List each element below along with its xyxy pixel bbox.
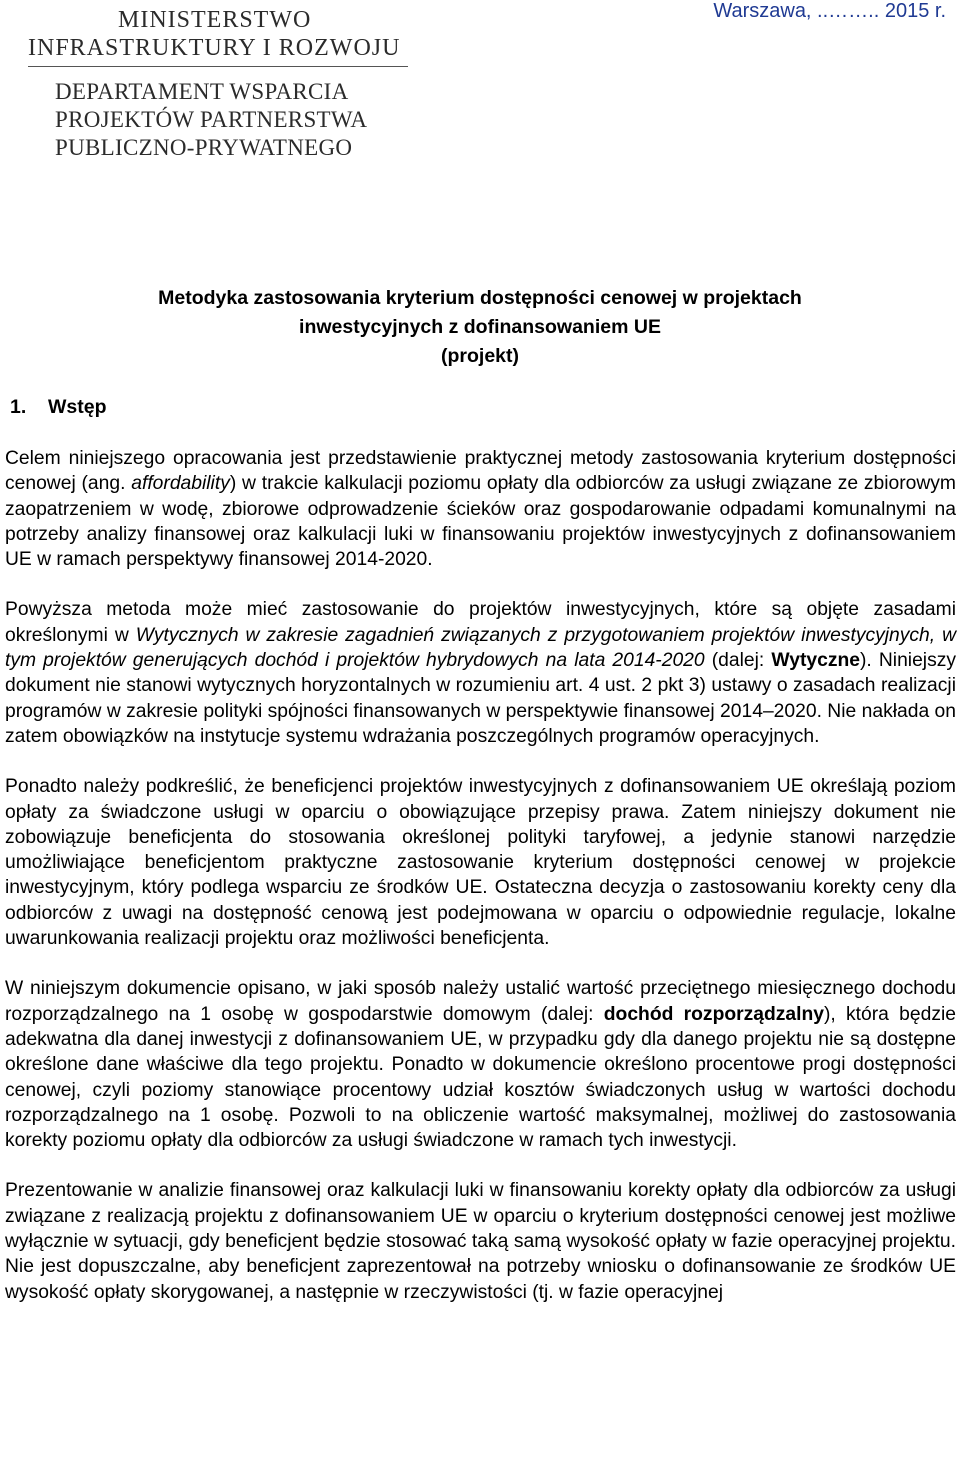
paragraph-text: Prezentowanie w analizie finansowej oraz kalkulacji luki w finansowaniu korekty opłaty dla odbiorców za usługi związane z realizacją projektu z dofinansowaniem UE w oparciu o kryterium dostępności cenowej jest możliwe wyłącznie w sytuacji, gdy beneficjent będzie stosować taką samą wysokość opłaty w fazie operacyjnej projektu. Nie jest dopuszczalne, aby beneficjent zaprezentował na potrzeby wniosku o dofinansowanie ze środków UE wysokość opłaty skorygowanej, a następnie w rzeczywistości (tj. w fazie operacyjnej — [5, 1180, 956, 1303]
paragraph-text: (dalej: — [704, 650, 772, 672]
title-line3: (projekt) — [441, 345, 519, 367]
paragraph-text: ). Niniejszy dokument nie stanowi wytycznych horyzontalnych w rozumieniu art. 4 ust. 2 pkt 3) ustawy o zasadach realizacji programów w zakresie polityki spójności finansowanych w perspektywie finansowej 2014–2020. Nie nakłada on zatem obowiązków na instytucje systemu wdrażania poszczególnych programów operacyjnych. — [5, 650, 957, 747]
title-line1: Metodyka zastosowania kryterium dostępności cenowej w projektach — [158, 287, 802, 309]
bold-term: Wytyczne — [771, 650, 860, 672]
logo-department-line3: PUBLICZNO-PRYWATNEGO — [55, 135, 353, 160]
title-line2: inwestycyjnych z dofinansowaniem UE — [299, 316, 661, 338]
logo-department-line2: PROJEKTÓW PARTNERSTWA — [55, 107, 368, 132]
paragraph-text: ), która będzie adekwatna dla danej inwestycji z dofinansowaniem UE, w przypadku gdy dla danego projektu nie są dostępne określone dane właściwe dla tego projektu. Ponadto w dokumencie określono procentowe progi dostępności cenowej, czyli poziomy stanowiące procentowy udział kosztów świadczonych usług w wartości dochodu rozporządzalnego na 1 osobę. Pozwoli to na obliczenie wartość maksymalnej, możliwej do zastosowania korekty poziomu opłaty dla odbiorców za usługi świadczone w ramach tych inwestycji. — [5, 1003, 956, 1152]
logo-department-line1: DEPARTAMENT WSPARCIA — [55, 79, 349, 104]
logo-divider — [28, 66, 408, 67]
paragraph-text: Celem niniejszego opracowania jest przedstawienie praktycznej metody zastosowania kryterium dostępności cenowej (ang. — [5, 448, 956, 495]
italic-text: affordability — [131, 473, 230, 495]
paragraph-text: ) w trakcie kalkulacji poziomu opłaty dla odbiorców za usługi związane ze zbiorowym zaopatrzeniem w wodę, zbiorowe odprowadzenie ścieków oraz gospodarowanie odpadami komunalnymi na potrzeby analizy finansowej oraz kalkulacji luki w finansowaniu projektów inwestycyjnych z dofinansowaniem UE w ramach perspektywy finansowej 2014-2020. — [5, 473, 956, 571]
paragraph — [5, 1178, 956, 1304]
italic-text: Wytycznych w zakresie zagadnień związanych z przygotowaniem projektów inwestycyjnych, w tym projektów generujących dochód i projektów hybrydowych na lata 2014-2020 — [5, 624, 956, 672]
document-date: Warszawa, ..…….. 2015 r. — [713, 0, 946, 22]
paragraph — [5, 774, 956, 951]
section-number: 1. — [10, 396, 27, 418]
paragraph-text: Ponadto należy podkreślić, że beneficjenci projektów inwestycyjnych z dofinansowaniem UE określają poziom opłaty za świadczone usługi w oparciu o obowiązujące przepisy prawa. Zatem niniejszy dokument nie zobowiązuje beneficjenta do stosowania określonej polityki taryfowej, a jedynie stanowi narzędzie umożliwiające beneficjentom praktyczne zastosowanie kryterium dostępności cenowej w projekcie inwestycyjnym, który podlega wsparciu ze środków UE. Ostateczna decyzja o zastosowaniu korekty ceny dla odbiorców z uwagi na dostępność cenową jest podejmowana w oparciu o odpowiednie regulacje, lokalne uwarunkowania realizacji projektu oraz możliwości beneficjenta. — [5, 776, 956, 950]
logo-ministry-line1: MINISTERSTWO — [118, 7, 312, 33]
paragraph — [5, 597, 956, 749]
paragraph — [5, 976, 956, 1153]
logo-ministry-line2: INFRASTRUKTURY I ROZWOJU — [28, 35, 401, 61]
section-heading — [10, 396, 107, 419]
bold-term: dochód rozporządzalny — [603, 1003, 824, 1025]
document-title — [0, 284, 960, 371]
paragraph-text: W niniejszym dokumencie opisano, w jaki sposób należy ustalić wartość przeciętnego miesięcznego dochodu rozporządzalnego na 1 osobę w gospodarstwie domowym (dalej: — [5, 978, 956, 1025]
ministry-logo — [28, 6, 418, 162]
paragraph — [5, 446, 956, 572]
paragraph-text: Powyższa metoda może mieć zastosowanie do projektów inwestycyjnych, które są objęte zasadami określonymi w — [5, 599, 956, 646]
section-title: Wstęp — [48, 396, 107, 418]
document-body — [5, 446, 956, 1330]
